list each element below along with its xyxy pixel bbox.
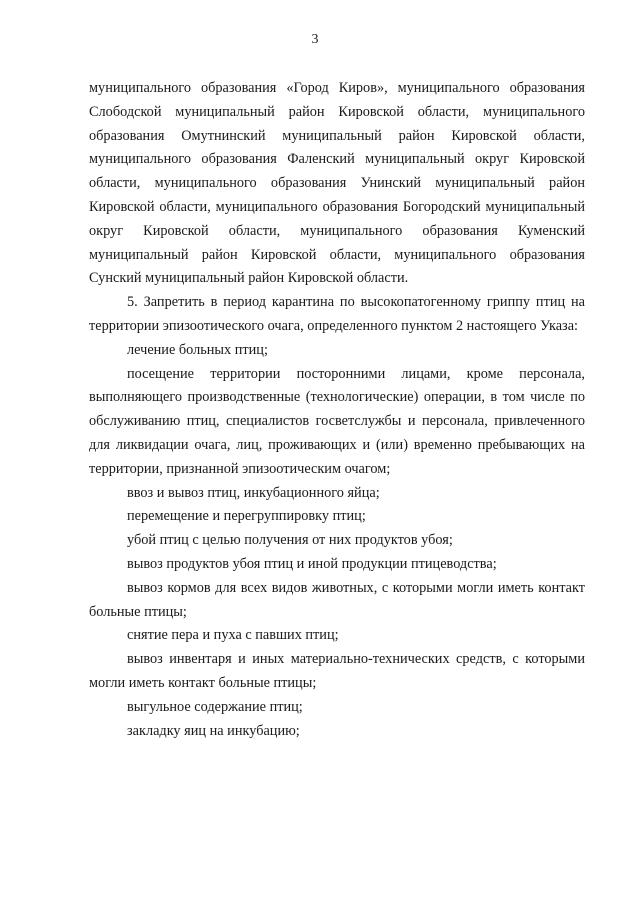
list-item: перемещение и перегруппировку птиц; — [127, 508, 366, 525]
list-item: ввоз и вывоз птиц, инкубационного яйца; — [127, 484, 380, 501]
list-item: вывоз кормов для всех видов животных, с которыми могли иметь контакт больные птицы; — [89, 579, 585, 620]
list-item: вывоз продуктов убоя птиц и иной продукции птицеводства; — [127, 555, 497, 572]
document-body — [89, 77, 585, 743]
list-item: закладку яиц на инкубацию; — [127, 722, 300, 739]
page-number: 3 — [311, 32, 319, 47]
paragraph-municipalities: муниципального образования «Город Киров», муниципального образования Слободской муниципальный район Кировской области, муниципального образования Омутнинский муниципальный район Кировской области, муниципального образования Фаленский муниципальный округ Кировской области, муниципального образования Унинский муниципальный район Кировской области, муниципального образования Богородский муниципальный округ Кировской области, муниципального образования Куменский муниципальный район Кировской области, муниципального образования Сунский муниципальный район Кировской области. — [89, 80, 585, 287]
list-item: снятие пера и пуха с павших птиц; — [127, 627, 339, 644]
list-item: вывоз инвентаря и иных материально-технических средств, с которыми могли иметь контакт больные птицы; — [89, 651, 585, 691]
list-item: лечение больных птиц; — [127, 341, 268, 358]
list-item: посещение территории посторонними лицами, кроме персонала, выполняющего производственные (технологические) операции, в том числе по обслуживанию птиц, специалистов госветслужбы и персонала, привлеченного для ликвидации очага, лиц, проживающих и (или) временно пребывающих на территории, признанной эпизоотическим очагом; — [89, 365, 585, 477]
list-item: выгульное содержание птиц; — [127, 698, 303, 715]
paragraph-item-5: 5. Запретить в период карантина по высокопатогенному гриппу птиц на территории эпизоотического очага, определенного пунктом 2 настоящего Указа: — [89, 294, 585, 334]
list-item: убой птиц с целью получения от них продуктов убоя; — [127, 532, 453, 549]
